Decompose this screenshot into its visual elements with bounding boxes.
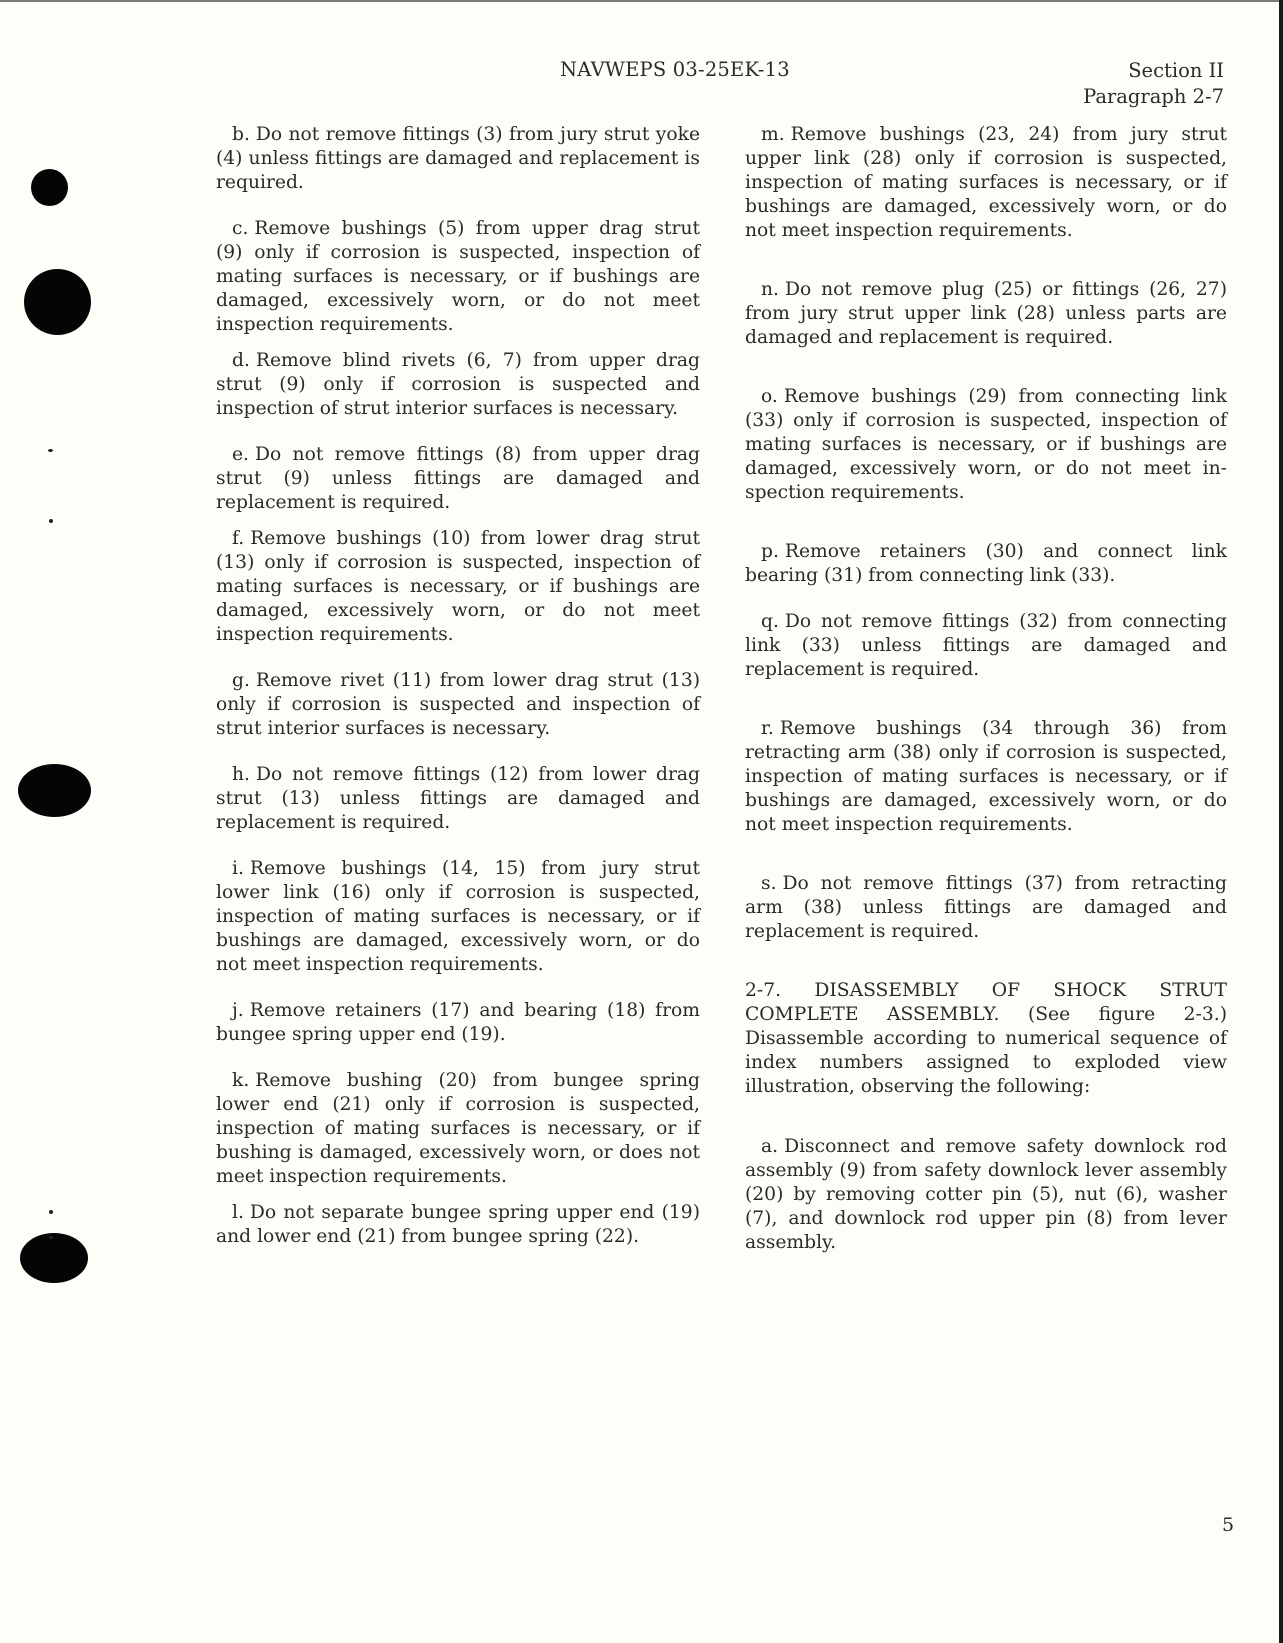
step-text: Do not remove fittings (32) from connecting link (33) unless fittings are damaged and replacement is required.	[745, 611, 1227, 680]
step-text: Remove retainers (30) and connect link bearing (31) from connecting link (33).	[745, 541, 1227, 586]
instruction-step	[216, 999, 700, 1047]
instruction-step	[745, 385, 1227, 505]
step-label: k.	[232, 1070, 250, 1091]
instruction-step	[745, 278, 1227, 350]
page-top-edge	[0, 0, 1283, 2]
section-reference	[1083, 58, 1224, 110]
instruction-step	[216, 1201, 700, 1249]
instruction-step	[745, 540, 1227, 588]
step-text: Remove bushings (14, 15) from jury strut lower link (16) only if corrosion is suspected, inspection of mating surfaces is necessary, or if bushings are damaged, excessively worn, or do not meet inspection requirements.	[216, 858, 700, 975]
step-label: j.	[232, 1000, 244, 1021]
right-column-steps	[745, 123, 1227, 944]
step-text: Remove retainers (17) and bearing (18) from bungee spring upper end (19).	[216, 1000, 700, 1045]
instruction-step	[216, 349, 700, 421]
instruction-step	[745, 1135, 1227, 1255]
step-text: Remove blind rivets (6, 7) from upper drag strut (9) only if corrosion is suspected and inspection of strut interior surfaces is necessary.	[216, 350, 700, 419]
binder-hole	[20, 1233, 88, 1283]
step-label: n.	[761, 279, 779, 300]
step-text: Do not remove fittings (37) from retracting arm (38) unless fittings are damaged and replacement is required.	[745, 873, 1227, 942]
step-text: Do not remove plug (25) or fittings (26, 27) from jury strut upper link (28) unless parts are damaged and replacement is required.	[745, 279, 1227, 348]
section-label: Section II	[1128, 59, 1224, 82]
instruction-step	[745, 123, 1227, 243]
instruction-step	[216, 857, 700, 977]
step-label: i.	[232, 858, 244, 879]
speck	[49, 519, 53, 523]
step-label: e.	[232, 444, 249, 465]
page-right-edge	[1279, 0, 1283, 1643]
step-label: l.	[232, 1202, 244, 1223]
step-label: g.	[232, 670, 250, 691]
document-number: NAVWEPS 03-25EK-13	[560, 58, 790, 81]
speck	[48, 449, 53, 452]
binder-hole	[24, 269, 91, 335]
instruction-step	[216, 217, 700, 337]
step-text: Remove bushings (34 through 36) from retracting arm (38) only if corrosion is suspected, inspection of mating surfaces is necessary, or if bushings are damaged, excessively worn, or do not meet inspection requirements.	[745, 718, 1227, 835]
step-label: a.	[761, 1136, 779, 1157]
figure-reference: (See figure 2-3.)	[1027, 1004, 1227, 1025]
instruction-step	[745, 610, 1227, 682]
step-label: p.	[761, 541, 779, 562]
binder-hole	[31, 169, 68, 206]
section-steps	[745, 1135, 1227, 1255]
instruction-step	[745, 717, 1227, 837]
instruction-step	[216, 123, 700, 195]
step-label: h.	[232, 764, 250, 785]
step-text: Remove bushings (10) from lower drag strut (13) only if corrosion is suspected, inspection of mating surfaces is necessary, or if bushings are damaged, excessively worn, or do not meet inspection requirements.	[216, 528, 700, 645]
instruction-step	[216, 763, 700, 835]
step-label: o.	[761, 386, 778, 407]
section-heading	[745, 979, 1227, 1099]
instruction-step	[216, 443, 700, 515]
step-label: d.	[232, 350, 250, 371]
step-text: Remove bushings (23, 24) from jury strut upper link (28) only if corrosion is suspected, inspection of mating surfaces is necessary, or if bushings are damaged, excessively worn, or do not meet inspection requirements.	[745, 124, 1227, 241]
step-text: Remove rivet (11) from lower drag strut (13) only if corrosion is suspected and inspection of strut interior surfaces is necessary.	[216, 670, 700, 739]
page-number: 5	[1222, 1514, 1235, 1536]
step-label: s.	[761, 873, 777, 894]
step-text: Do not remove fittings (3) from jury strut yoke (4) unless fittings are damaged and replacement is required.	[216, 124, 700, 193]
instruction-step	[216, 669, 700, 741]
step-text: Remove bushings (29) from connecting link (33) only if corrosion is suspected, inspection of mating surfaces is necessary, or if bushings are damaged, excessively worn, or do not meet inspection requirements.	[745, 386, 1227, 503]
step-text: Disconnect and remove safety downlock rod assembly (9) from safety downlock lever assembly (20) by removing cotter pin (5), nut (6), washer (7), and downlock rod upper pin (8) from lever assembly.	[745, 1136, 1227, 1253]
step-text: Do not remove fittings (8) from upper drag strut (9) unless fittings are damaged and replacement is required.	[216, 444, 700, 513]
right-column	[745, 123, 1227, 1255]
step-label: f.	[232, 528, 245, 549]
instruction-step	[216, 1069, 700, 1189]
binder-hole	[18, 764, 91, 817]
step-label: q.	[761, 611, 779, 632]
section-heading-body: Disassemble according to numerical sequence of index numbers assigned to exploded view illustration, observing the following:	[745, 1028, 1227, 1097]
step-label: c.	[232, 218, 249, 239]
step-label: m.	[761, 124, 785, 145]
section-heading-number: 2-7.	[745, 980, 782, 1001]
step-text: Do not separate bungee spring upper end (19) and lower end (21) from bungee spring (22).	[216, 1202, 700, 1247]
step-text: Remove bushings (5) from upper drag strut (9) only if corrosion is suspected, inspection of mating surfaces is necessary, or if bushings are damaged, excessively worn, or do not meet inspection requirements.	[216, 218, 700, 335]
paragraph-label: Paragraph 2-7	[1083, 85, 1224, 108]
speck	[49, 1210, 53, 1214]
step-text: Remove bushing (20) from bungee spring lower end (21) only if corrosion is suspected, inspection of mating surfaces is necessary, or if bushing is damaged, excessively worn, or does not meet inspection requirements.	[216, 1070, 700, 1187]
speck	[49, 1236, 53, 1239]
step-text: Do not remove fittings (12) from lower drag strut (13) unless fittings are damaged and replacement is required.	[216, 764, 700, 833]
step-label: b.	[232, 124, 250, 145]
instruction-step	[216, 527, 700, 647]
step-label: r.	[761, 718, 774, 739]
instruction-step	[745, 872, 1227, 944]
left-column	[216, 123, 700, 1249]
section-heading-title: DISASSEMBLY OF SHOCK STRUT COMPLETE ASSEMBLY.	[745, 980, 1227, 1025]
